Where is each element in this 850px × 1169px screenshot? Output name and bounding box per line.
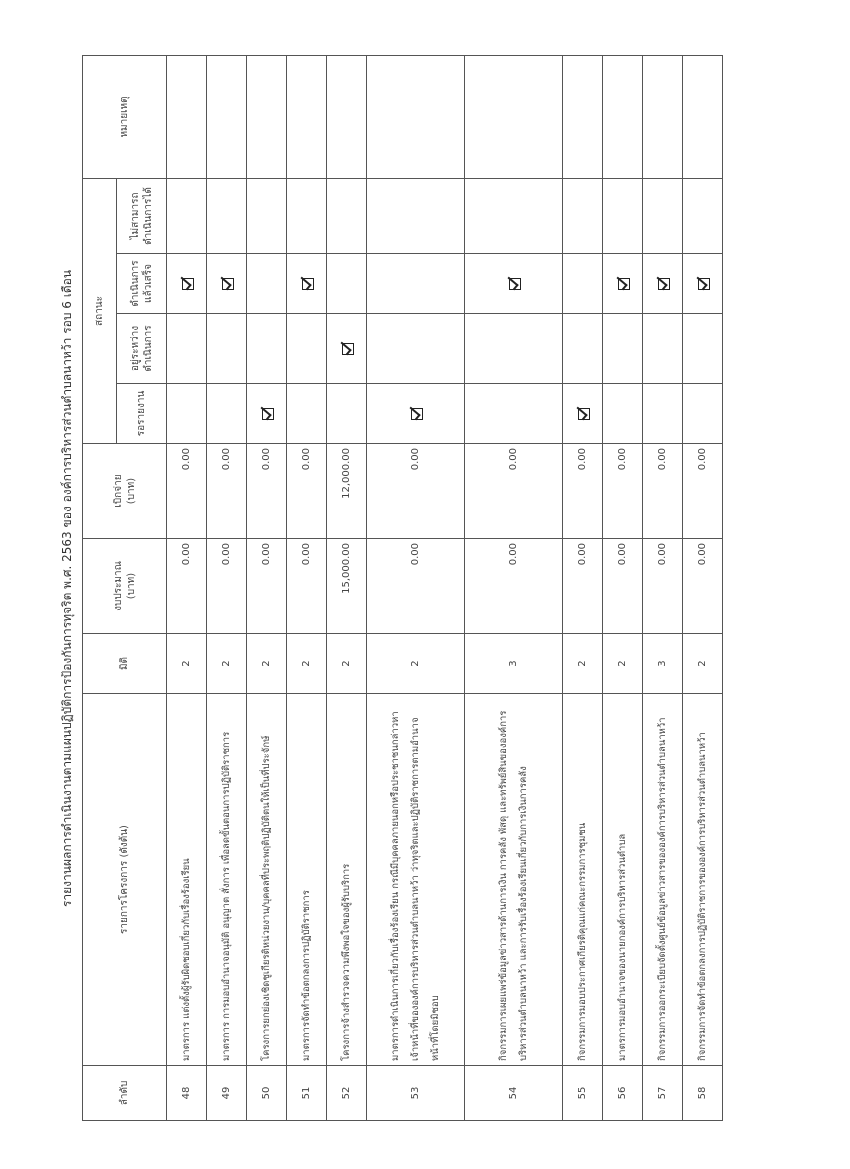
status-done-cell [287,254,327,314]
status-reporting-cell [247,384,287,444]
checkmark-icon [180,277,194,291]
status-done-cell [327,254,367,314]
table-row [683,55,723,1120]
dimension-cell: 2 [563,634,603,694]
project-name: มาตรการจัดทำข้อตกลงการปฏิบัติราชการ [287,694,327,1066]
header-spent-unit: (บาท) [125,477,137,505]
spent-cell: 0.00 [563,444,603,539]
project-name: กิจกรรมการจัดทำข้อตกลงการปฏิบัติราชการขององค์การบริหารส่วนตำบลนาหว้า [683,694,723,1066]
row-number: 56 [603,1066,643,1121]
table-row [563,55,603,1120]
status-in-progress-cell [287,314,327,384]
row-number: 51 [287,1066,327,1121]
budget-cell: 0.00 [603,539,643,634]
dimension-cell: 2 [167,634,207,694]
header-status-in-progress: อยู่ระหว่าง ดำเนินการ [117,314,167,384]
dimension-cell: 2 [683,634,723,694]
table-row [287,55,327,1120]
status-done-cell [563,254,603,314]
remark-cell [247,55,287,178]
status-reporting-cell [167,384,207,444]
spent-cell: 0.00 [367,444,465,539]
spent-cell: 0.00 [287,444,327,539]
spent-cell: 12,000.00 [327,444,367,539]
budget-cell: 0.00 [247,539,287,634]
table-row [327,55,367,1120]
row-number: 57 [643,1066,683,1121]
spent-cell: 0.00 [207,444,247,539]
status-unable-cell [643,178,683,253]
status-done-cell [207,254,247,314]
checkmark-icon [409,407,423,421]
report-table [82,55,723,1121]
project-name: กิจกรรมการออกระเบียบจัดตั้งศูนย์ข้อมูลข่าวสารขององค์การบริหารส่วนตำบลนาหว้า [643,694,683,1066]
checkmark-icon [260,407,274,421]
checkmark-icon [616,277,630,291]
header-budget-unit: (บาท) [125,572,137,600]
spent-cell: 0.00 [465,444,563,539]
status-unable-cell [207,178,247,253]
header-budget-label: งบประมาณ [112,561,124,611]
status-in-progress-cell [367,314,465,384]
project-name: กิจกรรมการมอบประกาศเกียรติคุณแก่คณะกรรมการชุมชน [563,694,603,1066]
status-done-cell [367,254,465,314]
budget-cell: 0.00 [563,539,603,634]
row-number: 55 [563,1066,603,1121]
row-number: 50 [247,1066,287,1121]
budget-cell: 0.00 [207,539,247,634]
checkmark-icon [696,277,710,291]
table-row [247,55,287,1120]
status-done-cell [683,254,723,314]
table-body [167,55,723,1120]
table-row [465,55,563,1120]
status-in-progress-cell [683,314,723,384]
status-unable-cell [247,178,287,253]
table-row [603,55,643,1120]
status-in-progress-cell [643,314,683,384]
project-name: กิจกรรมการเผยแพร่ข้อมูลข่าวสารด้านการเงิน การคลัง พัสดุ และทรัพย์สินขององค์การบริหารส่วนตำบลนาหว้า และการรับเรื่องร้องเรียนเกี่ยวกับการเงินการคลัง [465,694,563,1066]
header-status: สถานะ [83,178,117,443]
header-status-reporting: รอรายงาน [117,384,167,444]
checkmark-icon [656,277,670,291]
table-row [367,55,465,1120]
status-unable-cell [563,178,603,253]
checkmark-icon [507,277,521,291]
dimension-cell: 2 [247,634,287,694]
status-reporting-cell [207,384,247,444]
remark-cell [367,55,465,178]
spent-cell: 0.00 [683,444,723,539]
budget-cell: 0.00 [643,539,683,634]
status-in-progress-cell [207,314,247,384]
spent-cell: 0.00 [643,444,683,539]
document-title: รายงานผลการดำเนินงานตามแผนปฏิบัติการป้องกันการทุจริต พ.ศ. 2563 ของ องค์การบริหารส่วนตำบลนาหว้า รอบ 6 เดือน [60,269,74,908]
dimension-cell: 2 [287,634,327,694]
status-reporting-cell [465,384,563,444]
checkmark-icon [576,407,590,421]
project-name: มาตรการดำเนินการเกี่ยวกับเรื่องร้องเรียน กรณีมีบุคคลภายนอกหรือประชาชนกล่าวหาเจ้าหน้าที่ขององค์การบริหารส่วนตำบลนาหว้า ว่าทุจริตและปฏิบัติราชการตามอำนาจหน้าที่โดยมิชอบ [367,694,465,1066]
status-unable-cell [603,178,643,253]
status-reporting-cell [643,384,683,444]
status-in-progress-cell [465,314,563,384]
budget-cell: 0.00 [367,539,465,634]
status-unable-cell [287,178,327,253]
project-name: มาตรการมอบอำนาจของนายกองค์การบริหารส่วนตำบล [603,694,643,1066]
dimension-cell: 2 [207,634,247,694]
remark-cell [563,55,603,178]
status-unable-cell [465,178,563,253]
status-done-cell [465,254,563,314]
status-done-cell [247,254,287,314]
dimension-cell: 2 [327,634,367,694]
remark-cell [465,55,563,178]
header-status-unable: ไม่สามารถ ดำเนินการได้ [117,178,167,253]
remark-cell [207,55,247,178]
row-number: 48 [167,1066,207,1121]
status-done-cell [603,254,643,314]
budget-cell: 0.00 [287,539,327,634]
spent-cell: 0.00 [167,444,207,539]
checkmark-icon [340,342,354,356]
status-reporting-cell [327,384,367,444]
project-name: โครงการยกย่องเชิดชูเกียรติหน่วยงาน/บุคคลที่ประพฤติปฏิบัติตนให้เป็นที่ประจักษ์ [247,694,287,1066]
dimension-cell: 2 [367,634,465,694]
status-in-progress-cell [247,314,287,384]
status-unable-cell [367,178,465,253]
status-unable-cell [167,178,207,253]
budget-cell: 15,000.00 [327,539,367,634]
header-remark: หมายเหตุ [83,55,167,178]
table-row [167,55,207,1120]
status-in-progress-cell [603,314,643,384]
table-row [207,55,247,1120]
status-reporting-cell [683,384,723,444]
header-spent [83,444,167,539]
status-in-progress-cell [327,314,367,384]
status-reporting-cell [563,384,603,444]
header-dimension: มิติ [83,634,167,694]
status-reporting-cell [287,384,327,444]
project-name: มาตรการ การมอบอำนาจอนุมัติ อนุญาต สั่งการ เพื่อลดขั้นตอนการปฏิบัติราชการ [207,694,247,1066]
header-no: ลำดับ [83,1066,167,1121]
status-reporting-cell [603,384,643,444]
status-unable-cell [683,178,723,253]
budget-cell: 0.00 [683,539,723,634]
budget-cell: 0.00 [167,539,207,634]
dimension-cell: 3 [465,634,563,694]
dimension-cell: 3 [643,634,683,694]
checkmark-icon [220,277,234,291]
row-number: 52 [327,1066,367,1121]
table-row [643,55,683,1120]
spent-cell: 0.00 [247,444,287,539]
row-number: 54 [465,1066,563,1121]
header-project: รายการโครงการ (ดังต้น) [83,694,167,1066]
status-in-progress-cell [167,314,207,384]
dimension-cell: 2 [603,634,643,694]
status-unable-cell [327,178,367,253]
row-number: 53 [367,1066,465,1121]
remark-cell [287,55,327,178]
header-budget [83,539,167,634]
row-number: 58 [683,1066,723,1121]
checkmark-icon [300,277,314,291]
remark-cell [327,55,367,178]
project-name: โครงการจ้างสำรวจความพึงพอใจของผู้รับบริการ [327,694,367,1066]
remark-cell [683,55,723,178]
remark-cell [643,55,683,178]
remark-cell [167,55,207,178]
status-done-cell [643,254,683,314]
remark-cell [603,55,643,178]
header-spent-label: เบิกจ่าย [112,474,124,508]
budget-cell: 0.00 [465,539,563,634]
status-in-progress-cell [563,314,603,384]
status-done-cell [167,254,207,314]
row-number: 49 [207,1066,247,1121]
header-status-done: ดำเนินการ แล้วเสร็จ [117,254,167,314]
status-reporting-cell [367,384,465,444]
spent-cell: 0.00 [603,444,643,539]
project-name: มาตรการ แต่งตั้งผู้รับผิดชอบเกี่ยวกับเรื่องร้องเรียน [167,694,207,1066]
